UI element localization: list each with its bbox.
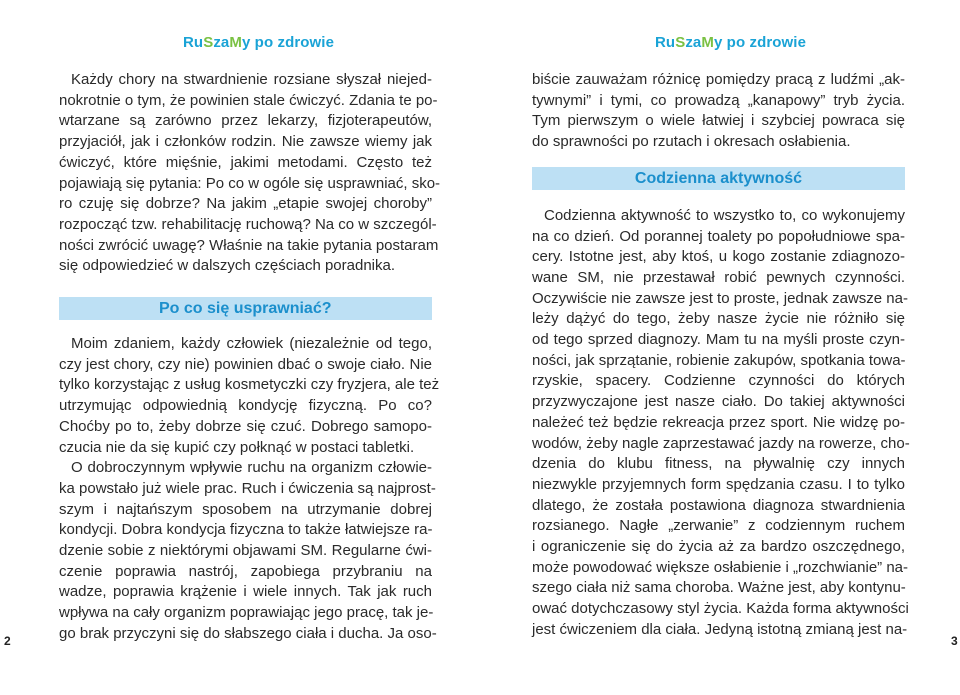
text-line: należeć też będzie rekreacja przez sport. Nie widzę po- [532,413,905,431]
text-line: czenie poprawia nastrój, zapobiega przybraniu na [59,562,432,580]
running-head-part: za [685,34,702,51]
body-paragraph [532,206,910,641]
continuation-paragraph [532,70,905,153]
text-line: tywnymi” i tymi, co prowadzą „kanapowy” tryb życia. [532,91,905,109]
body-paragraph [59,334,440,645]
text-line: Codzienna aktywność to wszystko to, co wykonujemy [544,206,905,224]
text-line: przyjaciół, jak i członków rodzin. Nie zawsze wiemy jak [59,133,432,151]
text-line: wadze, poprawia krążenie i wiele innych. Tak jak ruch [59,583,432,601]
text-line: ności zwrócić uwagę? Właśnie na takie pytania postaram [59,236,439,254]
running-head-part: Ru [655,34,676,51]
text-line: utrzymując odpowiednią kondycję fizyczną. Po co? [59,397,432,415]
text-line: czy jest chory, czy nie) powinien dbać o swoje ciało. Nie [59,355,432,373]
running-head-part: y po zdrowie [241,34,335,51]
text-line: wane SM, nie przestawał robić pewnych czynności. [532,268,905,286]
text-line: cery. Istotne jest, aby ktoś, u kogo zostanie zdiagnozo- [532,248,905,266]
text-line: czucia nie da się kupić czy połknąć w postaci tabletki. [59,438,415,456]
text-line: wtarzane są zarówno przez lekarzy, fizjoterapeutów, [59,112,432,130]
text-line: ro czuję się dobrze? Na jakim „etapie swojej choroby” [59,195,432,213]
text-line: wodów, żeby nagle zaprzestawać jazdy na rowerze, cho- [532,434,910,452]
text-line: jest ćwiczeniem dla ciała. Jedyną istotną zmianą jest na- [532,620,908,638]
text-line: szym i najtańszym sposobem na utrzymanie dobrej [59,500,432,518]
page-number: 2 [4,634,11,648]
text-line: dzenie sobie z niektórymi objawami SM. Regularne ćwi- [59,542,432,560]
intro-paragraph [59,70,441,277]
running-head-part: za [213,34,230,51]
text-line: pojawiają się pytania: Po co w ogóle się usprawniać, sko- [59,174,441,192]
text-line: O dobroczynnym wpływie ruchu na organizm człowie- [71,459,432,477]
text-line: wpływa na cały organizm poprawiając jego pracę, tak je- [59,604,434,622]
text-line: kondycji. Dobra kondycja fizyczna to także łatwiejsze ra- [59,521,433,539]
running-head-part: S [675,34,686,51]
text-line: ka powstało już wiele prac. Ruch i ćwiczenia są najprost- [59,479,436,497]
text-line: Oczywiście nie zawsze jest to proste, jednak zawsze na- [532,289,908,307]
text-line: Moim zdaniem, każdy człowiek (niezależnie od tego, [71,335,432,353]
text-line: rozpocząć tzw. rehabilitację ruchową? Na co w szczegól- [59,215,437,233]
running-head-part: S [203,34,214,51]
text-line: może powodować większe osłabienie i „rozchwianie” na- [532,558,909,576]
page-number: 3 [951,634,958,648]
section-heading: Po co się usprawniać? [59,297,432,320]
text-line: się odpowiedzieć w dalszych częściach poradnika. [59,257,396,275]
text-line: szego ciała niż sama choroba. Ważne jest, aby kontynu- [532,579,906,597]
text-line: niezwykle przyjemnych form spędzania czasu. I to tylko [532,475,905,493]
text-line: rzyskie, spacery. Codzienne czynności do których [532,372,905,390]
text-column [532,70,910,641]
text-line: biście zauważam różnicę pomiędzy pracą z ludźmi „ak- [532,71,905,88]
text-line: nokrotnie o tym, że powinien stale ćwiczyć. Zdania te po- [59,91,438,109]
running-head [655,34,806,51]
text-line: tylko korzystając z usług kosmetyczki czy fryzjera, ale też [59,376,440,394]
text-line: do sprawności po rzutach i okresach osłabienia. [532,133,851,151]
text-line: dzenia do klubu fitness, na pływalnię czy innych [532,455,905,473]
running-head-part: y po zdrowie [713,34,807,51]
text-line: Każdy chory na stwardnienie rozsiane słyszał niejed- [71,71,432,88]
section-heading: Codzienna aktywność [532,167,905,190]
text-column [59,70,441,645]
running-head-part: M [229,34,242,51]
text-line: go brak przyczyni się do słabszego ciała i ducha. Ja oso- [59,624,437,642]
running-head-part: Ru [183,34,204,51]
running-head-part: M [701,34,714,51]
text-line: ności, jak sprzątanie, robienie zakupów, spotkania towa- [532,351,906,369]
text-line: Choćby po to, żeby dobrze się czuć. Dobrego samopo- [59,417,432,435]
text-line: ćwiczyć, które mięśnie, jakimi metodami. Często też [59,153,432,171]
text-line: leży dążyć do tego, żeby nasze życie nie różniło się [532,310,905,328]
running-head [183,34,334,51]
text-line: dlatego, że została postawiona diagnoza stwardnienia [532,496,905,514]
text-line: przyzwyczajone jest nasze ciało. Do takiej aktywności [532,393,905,411]
text-line: ować dotychczasowy styl życia. Każda forma aktywności [532,600,909,618]
text-line: na co dzień. Od porannej toalety po popołudniowe spa- [532,227,905,245]
text-line: i ograniczenie się do życia aż za bardzo oszczędnego, [532,538,905,556]
right-page [480,0,960,695]
text-line: Tym pierwszym o wiele łatwiej i szybciej powraca się [532,112,905,130]
text-line: od tego sprzed diagnozy. Mam tu na myśli proste czyn- [532,331,905,349]
text-line: rozsianego. Nagłe „zerwanie” z codziennym ruchem [532,517,905,535]
